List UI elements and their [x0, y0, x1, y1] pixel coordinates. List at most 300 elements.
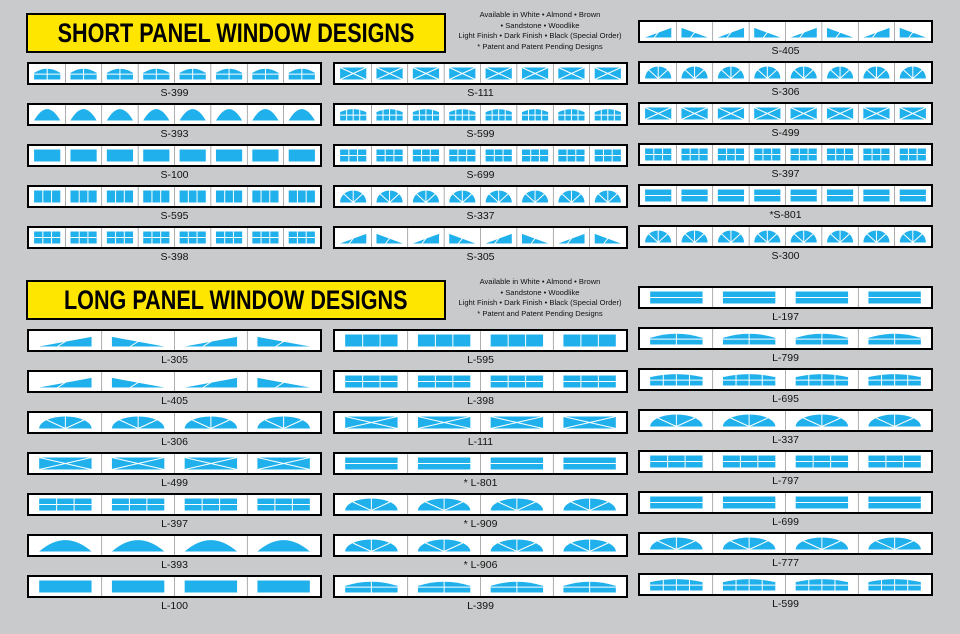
- window-design-strip: [333, 411, 628, 434]
- window-pane: [376, 109, 402, 121]
- window-pane: [413, 234, 439, 244]
- window-pane: [650, 415, 702, 427]
- window-pane: [791, 190, 817, 202]
- window-strip-graphic: [640, 452, 931, 471]
- design-code-label: * L-906: [463, 559, 498, 571]
- design-code-label: S-306: [771, 86, 800, 98]
- design-code-label: S-599: [466, 128, 495, 140]
- window-pane: [827, 67, 853, 79]
- window-pane: [754, 149, 780, 161]
- design-code-label: * L-801: [463, 477, 498, 489]
- window-pane: [143, 109, 169, 120]
- design-code-label: L-393: [161, 559, 188, 571]
- window-pane: [216, 150, 242, 162]
- window-pane: [486, 68, 512, 80]
- design-code-label: S-499: [771, 127, 800, 139]
- window-pane: [70, 150, 96, 162]
- window-pane: [595, 191, 621, 203]
- window-pane: [796, 579, 848, 591]
- window-pane: [70, 232, 96, 244]
- window-pane: [34, 68, 60, 80]
- design-code-label: L-599: [772, 598, 799, 610]
- window-pane: [413, 68, 439, 80]
- design-code-label: L-111: [467, 436, 494, 448]
- window-pane: [39, 540, 91, 551]
- window-pane: [718, 67, 744, 79]
- window-design-strip: [638, 409, 933, 432]
- window-pane: [418, 458, 470, 470]
- window-pane: [34, 191, 60, 203]
- window-pane: [723, 579, 775, 591]
- design-code-label: L-197: [772, 311, 799, 323]
- window-pane: [449, 150, 475, 162]
- window-pane: [723, 415, 775, 427]
- window-pane: [491, 540, 543, 552]
- window-pane: [39, 337, 91, 347]
- window-pane: [563, 417, 615, 429]
- design-code-label: S-393: [160, 128, 189, 140]
- window-pane: [563, 376, 615, 388]
- window-pane: [340, 191, 366, 203]
- window-pane: [34, 232, 60, 244]
- window-pane: [868, 456, 920, 468]
- window-design-strip: [638, 225, 933, 248]
- window-pane: [723, 333, 775, 345]
- window-design-strip: [333, 452, 628, 475]
- window-pane: [252, 191, 278, 203]
- window-pane: [868, 333, 920, 345]
- window-design-strip: [333, 185, 628, 208]
- window-pane: [718, 231, 744, 243]
- window-pane: [723, 374, 775, 386]
- window-pane: [107, 109, 133, 120]
- window-strip-graphic: [640, 411, 931, 430]
- window-design-strip: [27, 185, 322, 208]
- window-pane: [900, 149, 926, 161]
- design-code-label: S-405: [771, 45, 800, 57]
- window-design-strip: [27, 226, 322, 249]
- window-design-strip: [27, 452, 322, 475]
- window-pane: [107, 68, 133, 80]
- window-strip-graphic: [335, 454, 626, 473]
- design-code-label: L-797: [772, 475, 799, 487]
- window-pane: [650, 579, 702, 591]
- design-code-label: S-397: [771, 168, 800, 180]
- window-pane: [289, 150, 315, 162]
- window-pane: [791, 149, 817, 161]
- window-pane: [868, 292, 920, 304]
- window-pane: [718, 108, 744, 120]
- window-pane: [491, 376, 543, 388]
- window-strip-graphic: [335, 413, 626, 432]
- window-pane: [345, 417, 397, 429]
- design-code-label: L-405: [161, 395, 188, 407]
- design-code-label: L-695: [772, 393, 799, 405]
- window-pane: [376, 150, 402, 162]
- long-panel-title: LONG PANEL WINDOW DESIGNS: [64, 284, 408, 315]
- window-pane: [449, 109, 475, 121]
- window-pane: [112, 581, 164, 593]
- window-pane: [289, 109, 315, 120]
- window-pane: [595, 68, 621, 80]
- design-code-label: L-499: [161, 477, 188, 489]
- window-pane: [34, 109, 60, 120]
- design-code-label: L-397: [161, 518, 188, 530]
- window-strip-graphic: [29, 495, 320, 514]
- window-pane: [340, 68, 366, 80]
- window-strip-graphic: [640, 186, 931, 205]
- window-strip-graphic: [29, 228, 320, 247]
- window-pane: [522, 68, 548, 80]
- design-code-label: S-111: [467, 87, 494, 99]
- design-code-label: * L-909: [463, 518, 498, 530]
- window-pane: [39, 499, 91, 511]
- window-design-strip: [638, 143, 933, 166]
- window-pane: [645, 67, 671, 79]
- note-line: Light Finish • Dark Finish • Black (Special Order): [458, 298, 622, 307]
- window-pane: [791, 108, 817, 120]
- window-pane: [491, 335, 543, 347]
- window-pane: [257, 581, 309, 593]
- long-panel-availability-note: [440, 277, 640, 319]
- window-design-strip: [638, 286, 933, 309]
- window-pane: [827, 231, 853, 243]
- window-strip-graphic: [640, 63, 931, 82]
- window-design-strip: [638, 327, 933, 350]
- window-pane: [863, 190, 889, 202]
- window-pane: [522, 234, 548, 244]
- design-code-label: L-595: [467, 354, 494, 366]
- window-pane: [558, 234, 584, 244]
- window-pane: [868, 374, 920, 386]
- window-pane: [681, 67, 707, 79]
- note-line: Available in White • Almond • Brown: [479, 10, 601, 19]
- window-design-strip: [638, 20, 933, 43]
- window-pane: [563, 458, 615, 470]
- window-pane: [645, 28, 671, 38]
- window-pane: [112, 417, 164, 429]
- window-pane: [418, 335, 470, 347]
- window-pane: [900, 67, 926, 79]
- design-code-label: L-305: [161, 354, 188, 366]
- window-strip-graphic: [335, 105, 626, 124]
- window-design-strip: [27, 493, 322, 516]
- window-pane: [340, 150, 366, 162]
- window-pane: [345, 335, 397, 347]
- window-pane: [863, 28, 889, 38]
- window-pane: [681, 28, 707, 38]
- window-pane: [650, 333, 702, 345]
- window-pane: [796, 456, 848, 468]
- window-pane: [595, 109, 621, 121]
- window-pane: [70, 191, 96, 203]
- window-design-strip: [27, 62, 322, 85]
- window-pane: [796, 497, 848, 509]
- window-pane: [486, 191, 512, 203]
- window-pane: [345, 458, 397, 470]
- window-pane: [39, 581, 91, 593]
- design-code-label: S-305: [466, 251, 495, 263]
- window-pane: [185, 337, 237, 347]
- window-design-strip: [333, 226, 628, 249]
- window-strip-graphic: [29, 577, 320, 596]
- design-code-label: L-399: [467, 600, 494, 612]
- short-panel-availability-note: [440, 10, 640, 52]
- window-pane: [70, 68, 96, 80]
- window-pane: [723, 292, 775, 304]
- window-design-strip: [333, 144, 628, 167]
- window-design-strip: [638, 532, 933, 555]
- window-pane: [723, 497, 775, 509]
- window-pane: [39, 378, 91, 388]
- window-pane: [289, 68, 315, 80]
- design-code-label: L-337: [772, 434, 799, 446]
- window-design-strip: [27, 103, 322, 126]
- window-pane: [185, 499, 237, 511]
- window-pane: [486, 234, 512, 244]
- note-line: * Patent and Patent Pending Designs: [477, 41, 603, 51]
- window-pane: [754, 108, 780, 120]
- window-pane: [863, 108, 889, 120]
- window-design-strip: [333, 62, 628, 85]
- window-strip-graphic: [29, 372, 320, 391]
- window-pane: [413, 109, 439, 121]
- window-pane: [491, 458, 543, 470]
- window-pane: [645, 231, 671, 243]
- window-strip-graphic: [335, 372, 626, 391]
- design-code-label: L-799: [772, 352, 799, 364]
- window-design-strip: [638, 573, 933, 596]
- window-pane: [796, 292, 848, 304]
- note-line: Light Finish • Dark Finish • Black (Special Order): [458, 31, 622, 40]
- window-design-strip: [333, 370, 628, 393]
- window-strip-graphic: [640, 104, 931, 123]
- window-pane: [522, 109, 548, 121]
- window-pane: [486, 150, 512, 162]
- window-pane: [376, 234, 402, 244]
- window-pane: [345, 499, 397, 511]
- window-pane: [39, 417, 91, 429]
- window-pane: [522, 150, 548, 162]
- note-line: Available in White • Almond • Brown: [479, 277, 601, 286]
- window-strip-graphic: [29, 536, 320, 555]
- window-pane: [827, 108, 853, 120]
- window-pane: [681, 190, 707, 202]
- window-pane: [257, 499, 309, 511]
- window-pane: [796, 374, 848, 386]
- window-design-strip: [27, 144, 322, 167]
- window-pane: [112, 458, 164, 470]
- window-pane: [107, 232, 133, 244]
- design-code-label: S-300: [771, 250, 800, 262]
- window-pane: [345, 540, 397, 552]
- window-pane: [754, 28, 780, 38]
- window-pane: [754, 190, 780, 202]
- window-pane: [143, 68, 169, 80]
- window-design-strip: [27, 370, 322, 393]
- window-design-strip: [333, 329, 628, 352]
- window-strip-graphic: [335, 577, 626, 596]
- window-pane: [112, 499, 164, 511]
- window-pane: [827, 28, 853, 38]
- window-pane: [650, 374, 702, 386]
- window-pane: [900, 108, 926, 120]
- window-pane: [650, 538, 702, 550]
- window-pane: [257, 337, 309, 347]
- window-pane: [449, 191, 475, 203]
- window-pane: [257, 540, 309, 551]
- window-strip-graphic: [29, 146, 320, 165]
- design-code-label: L-777: [772, 557, 799, 569]
- window-pane: [180, 109, 206, 120]
- window-pane: [791, 231, 817, 243]
- design-code-label: S-595: [160, 210, 189, 222]
- window-pane: [143, 232, 169, 244]
- window-pane: [252, 232, 278, 244]
- window-pane: [868, 579, 920, 591]
- window-pane: [252, 150, 278, 162]
- window-design-strip: [638, 491, 933, 514]
- window-pane: [180, 150, 206, 162]
- window-pane: [413, 191, 439, 203]
- window-pane: [791, 67, 817, 79]
- window-strip-graphic: [335, 331, 626, 350]
- window-pane: [107, 191, 133, 203]
- window-design-strip: [638, 450, 933, 473]
- window-pane: [595, 150, 621, 162]
- window-pane: [681, 231, 707, 243]
- design-code-label: S-337: [466, 210, 495, 222]
- window-pane: [185, 458, 237, 470]
- window-strip-graphic: [335, 146, 626, 165]
- window-pane: [216, 232, 242, 244]
- window-pane: [491, 499, 543, 511]
- window-pane: [180, 232, 206, 244]
- window-pane: [34, 150, 60, 162]
- window-pane: [827, 149, 853, 161]
- window-pane: [112, 540, 164, 551]
- window-pane: [645, 149, 671, 161]
- short-panel-banner: [26, 13, 446, 53]
- window-pane: [558, 109, 584, 121]
- window-pane: [345, 376, 397, 388]
- window-pane: [522, 191, 548, 203]
- window-pane: [449, 68, 475, 80]
- window-pane: [681, 149, 707, 161]
- window-strip-graphic: [29, 413, 320, 432]
- window-pane: [563, 581, 615, 593]
- window-pane: [486, 109, 512, 121]
- window-strip-graphic: [640, 145, 931, 164]
- window-pane: [754, 231, 780, 243]
- window-strip-graphic: [335, 64, 626, 83]
- window-pane: [645, 190, 671, 202]
- window-pane: [863, 231, 889, 243]
- design-code-label: L-306: [161, 436, 188, 448]
- window-pane: [868, 497, 920, 509]
- window-pane: [418, 581, 470, 593]
- window-pane: [650, 497, 702, 509]
- window-strip-graphic: [640, 370, 931, 389]
- window-strip-graphic: [640, 227, 931, 246]
- window-pane: [376, 191, 402, 203]
- window-pane: [449, 234, 475, 244]
- window-design-strip: [333, 534, 628, 557]
- window-pane: [257, 378, 309, 388]
- window-design-strip: [638, 368, 933, 391]
- window-pane: [185, 540, 237, 551]
- design-code-label: S-398: [160, 251, 189, 263]
- window-pane: [718, 28, 744, 38]
- window-pane: [185, 581, 237, 593]
- window-pane: [340, 109, 366, 121]
- window-pane: [252, 109, 278, 120]
- design-code-label: L-398: [467, 395, 494, 407]
- window-strip-graphic: [335, 187, 626, 206]
- note-line: • Sandstone • Woodlike: [500, 287, 580, 297]
- window-design-strip: [27, 534, 322, 557]
- window-strip-graphic: [29, 331, 320, 350]
- note-line: * Patent and Patent Pending Designs: [477, 308, 603, 318]
- window-pane: [754, 67, 780, 79]
- window-pane: [718, 149, 744, 161]
- window-design-strip: [638, 184, 933, 207]
- window-pane: [868, 538, 920, 550]
- window-pane: [185, 417, 237, 429]
- design-code-label: S-399: [160, 87, 189, 99]
- window-pane: [107, 150, 133, 162]
- window-strip-graphic: [29, 454, 320, 473]
- design-code-label: S-100: [160, 169, 189, 181]
- window-pane: [345, 581, 397, 593]
- window-pane: [718, 190, 744, 202]
- window-pane: [868, 415, 920, 427]
- design-code-label: *S-801: [769, 209, 802, 221]
- window-strip-graphic: [29, 64, 320, 83]
- window-pane: [796, 538, 848, 550]
- window-strip-graphic: [335, 536, 626, 555]
- window-pane: [563, 335, 615, 347]
- window-pane: [796, 415, 848, 427]
- window-pane: [180, 191, 206, 203]
- window-strip-graphic: [29, 105, 320, 124]
- window-design-strip: [27, 329, 322, 352]
- window-pane: [418, 499, 470, 511]
- window-pane: [796, 333, 848, 345]
- window-pane: [900, 190, 926, 202]
- window-pane: [70, 109, 96, 120]
- window-pane: [863, 149, 889, 161]
- window-pane: [681, 108, 707, 120]
- window-pane: [418, 540, 470, 552]
- window-strip-graphic: [29, 187, 320, 206]
- window-pane: [827, 190, 853, 202]
- window-pane: [563, 499, 615, 511]
- window-strip-graphic: [640, 22, 931, 41]
- design-code-label: S-699: [466, 169, 495, 181]
- window-pane: [340, 234, 366, 244]
- window-strip-graphic: [335, 495, 626, 514]
- design-code-label: L-699: [772, 516, 799, 528]
- window-design-strip: [638, 102, 933, 125]
- window-pane: [650, 456, 702, 468]
- window-pane: [723, 538, 775, 550]
- window-pane: [112, 337, 164, 347]
- window-design-strip: [333, 575, 628, 598]
- window-pane: [900, 28, 926, 38]
- window-pane: [376, 68, 402, 80]
- window-design-strip: [27, 411, 322, 434]
